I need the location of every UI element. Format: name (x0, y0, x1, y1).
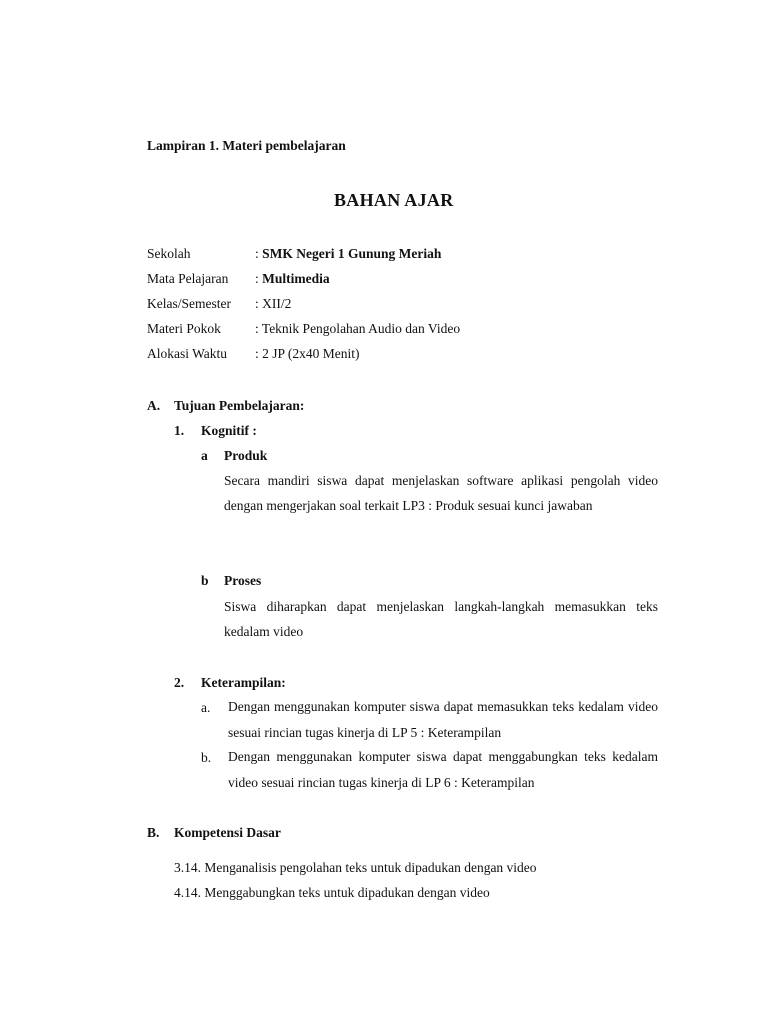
produk-marker: a (201, 448, 208, 463)
produk-text: Secara mandiri siswa dapat menjelaskan software aplikasi pengolah video dengan mengerjakan soal terkait LP3 : Produk sesuai kunci jawaban (224, 473, 658, 513)
identity-label: Materi Pokok (147, 321, 221, 336)
identity-separator: : (255, 296, 263, 311)
identity-separator: : (255, 346, 263, 361)
keterampilan-item-text: Dengan menggunakan komputer siswa dapat memasukkan teks kedalam video sesuai rincian tugas kinerja di LP 5 : Keterampilan (228, 699, 658, 740)
document-title: BAHAN AJAR (334, 190, 454, 210)
identity-label: Kelas/Semester (147, 296, 231, 311)
keterampilan-item-text: Dengan menggunakan komputer siswa dapat menggabungkan teks kedalam video sesuai rincian tugas kinerja di LP 6 : Keterampilan (228, 749, 658, 790)
keterampilan-item-marker: b. (201, 750, 212, 765)
identity-label: Alokasi Waktu (147, 346, 228, 361)
identity-value: Multimedia (262, 271, 330, 286)
identity-value: SMK Negeri 1 Gunung Meriah (262, 246, 442, 261)
identity-value: Teknik Pengolahan Audio dan Video (261, 321, 461, 336)
identity-row-school (147, 246, 441, 262)
keterampilan-item-marker: a. (201, 700, 211, 715)
identity-separator: : (255, 321, 262, 336)
proses-text: Siswa diharapkan dapat menjelaskan langkah-langkah memasukkan teks kedalam video (224, 599, 658, 639)
section-a-marker: A. (147, 398, 161, 413)
proses-heading: Proses (224, 573, 262, 588)
section-b-marker: B. (147, 825, 160, 840)
kompetensi-item: 4.14. Menggabungkan teks untuk dipadukan dengan video (174, 885, 490, 900)
identity-row-topic (147, 321, 460, 337)
kompetensi-item: 3.14. Menganalisis pengolahan teks untuk dipadukan dengan video (174, 860, 537, 875)
produk-heading: Produk (224, 448, 268, 463)
section-a-heading: Tujuan Pembelajaran: (174, 398, 305, 413)
identity-separator: : (255, 271, 263, 286)
identity-row-time (147, 346, 360, 362)
identity-separator: : (255, 246, 263, 261)
identity-label: Sekolah (147, 246, 191, 261)
kognitif-marker: 1. (174, 423, 185, 438)
identity-row-subject (147, 271, 330, 287)
identity-value: 2 JP (2x40 Menit) (262, 346, 360, 361)
identity-row-class (147, 296, 291, 312)
section-b-heading: Kompetensi Dasar (174, 825, 281, 840)
appendix-label: Lampiran 1. Materi pembelajaran (147, 138, 346, 153)
identity-value: XII/2 (262, 296, 292, 311)
keterampilan-heading: Keterampilan: (201, 675, 286, 690)
keterampilan-marker: 2. (174, 675, 185, 690)
identity-label: Mata Pelajaran (147, 271, 229, 286)
proses-marker: b (201, 573, 209, 588)
kognitif-heading: Kognitif : (201, 423, 257, 438)
